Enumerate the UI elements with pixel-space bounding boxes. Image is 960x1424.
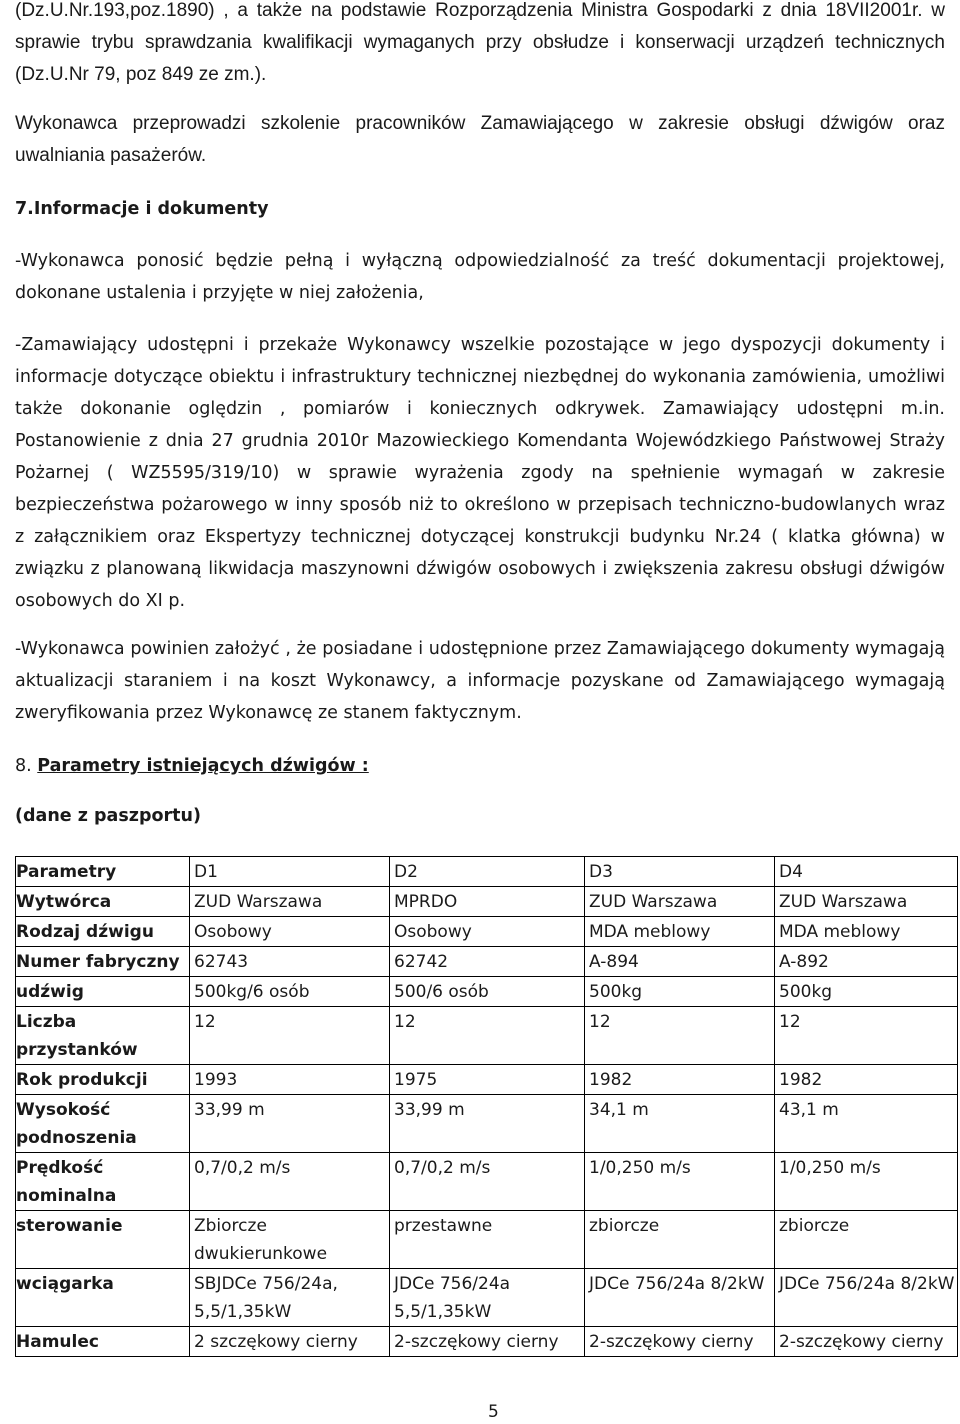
header-cell: Parametry [16, 857, 190, 887]
parameter-value-cell: MPRDO [390, 887, 585, 917]
parameter-value-cell: 2-szczękowy cierny [775, 1327, 958, 1357]
parameter-value-cell: SBJDCe 756/24a, 5,5/1,35kW [190, 1269, 390, 1327]
section-subtitle: (dane z paszportu) [15, 806, 201, 826]
parameter-name-cell: Wytwórca [16, 887, 190, 917]
parameter-name-cell: Prędkość nominalna [16, 1153, 190, 1211]
section-heading-7: 7.Informacje i dokumenty [15, 199, 269, 219]
parameter-value-cell: 2-szczękowy cierny [585, 1327, 775, 1357]
table-row [16, 1095, 958, 1153]
parameter-value-cell: 12 [390, 1007, 585, 1065]
parameter-value-cell: 500kg [585, 977, 775, 1007]
parameter-value-cell: MDA meblowy [585, 917, 775, 947]
parameter-value-cell: ZUD Warszawa [585, 887, 775, 917]
header-cell: D1 [190, 857, 390, 887]
parameter-name-cell: Rok produkcji [16, 1065, 190, 1095]
header-cell: D2 [390, 857, 585, 887]
parameter-value-cell: Zbiorcze dwukierunkowe [190, 1211, 390, 1269]
parameter-name-cell: Wysokość podnoszenia [16, 1095, 190, 1153]
table-row [16, 947, 958, 977]
table-row [16, 917, 958, 947]
parameter-value-cell: JDCe 756/24a 8/2kW [775, 1269, 958, 1327]
table-row [16, 887, 958, 917]
parameter-value-cell: Osobowy [190, 917, 390, 947]
parameter-value-cell: ZUD Warszawa [190, 887, 390, 917]
parameter-value-cell: 1/0,250 m/s [775, 1153, 958, 1211]
paragraph-verification: -Wykonawca powinien założyć , że posiadane i udostępnione przez Zamawiającego dokumenty wymagają aktualizacji staraniem i na koszt Wykonawcy, a informacje pozyskane od Zamawiającego wymagają zweryfikowania przez Wykonawcę ze stanem faktycznym. [15, 639, 945, 723]
header-cell: D4 [775, 857, 958, 887]
parameter-value-cell: 2-szczękowy cierny [390, 1327, 585, 1357]
parameter-value-cell: 62742 [390, 947, 585, 977]
parameter-name-cell: Liczba przystanków [16, 1007, 190, 1065]
parameter-value-cell: 0,7/0,2 m/s [190, 1153, 390, 1211]
parameter-name-cell: Rodzaj dźwigu [16, 917, 190, 947]
parameter-value-cell: A-894 [585, 947, 775, 977]
parameter-value-cell: 12 [190, 1007, 390, 1065]
parameter-value-cell: Osobowy [390, 917, 585, 947]
parameter-value-cell: 2 szczękowy cierny [190, 1327, 390, 1357]
parameter-value-cell: 500kg/6 osób [190, 977, 390, 1007]
parameter-value-cell: przestawne [390, 1211, 585, 1269]
parameter-value-cell: 62743 [190, 947, 390, 977]
parameter-value-cell: 500/6 osób [390, 977, 585, 1007]
parameter-value-cell: zbiorcze [775, 1211, 958, 1269]
parameter-value-cell: JDCe 756/24a 5,5/1,35kW [390, 1269, 585, 1327]
parameter-value-cell: 34,1 m [585, 1095, 775, 1153]
parameter-value-cell: 1/0,250 m/s [585, 1153, 775, 1211]
parameter-value-cell: MDA meblowy [775, 917, 958, 947]
table-row [16, 977, 958, 1007]
page-number: 5 [488, 1402, 499, 1422]
section-title: Parametry istniejących dźwigów : [37, 756, 369, 776]
paragraph-regulation: (Dz.U.Nr.193,poz.1890) , a także na podstawie Rozporządzenia Ministra Gospodarki z dnia 18VII2001r. w sprawie trybu sprawdzania kwalifikacji wymaganych przy obsłudze i konserwacji urządzeń technicznych (Dz.U.Nr 79, poz 849 ze zm.). [15, 0, 945, 85]
parameter-value-cell: 1982 [585, 1065, 775, 1095]
header-cell: D3 [585, 857, 775, 887]
elevator-parameters-table [15, 856, 958, 1357]
parameter-value-cell: 12 [775, 1007, 958, 1065]
parameter-value-cell: 500kg [775, 977, 958, 1007]
parameter-value-cell: 43,1 m [775, 1095, 958, 1153]
parameter-name-cell: sterowanie [16, 1211, 190, 1269]
parameter-value-cell: 12 [585, 1007, 775, 1065]
parameter-value-cell: 0,7/0,2 m/s [390, 1153, 585, 1211]
parameter-value-cell: ZUD Warszawa [775, 887, 958, 917]
table-header-row [16, 857, 958, 887]
parameter-value-cell: A-892 [775, 947, 958, 977]
table-row [16, 1153, 958, 1211]
paragraph-training: Wykonawca przeprowadzi szkolenie pracowników Zamawiającego w zakresie obsługi dźwigów oraz uwalniania pasażerów. [15, 113, 945, 166]
parameter-value-cell: 1975 [390, 1065, 585, 1095]
section-heading-8 [15, 750, 369, 782]
section-number: 8. [15, 756, 38, 776]
parameter-name-cell: Hamulec [16, 1327, 190, 1357]
parameter-name-cell: udźwig [16, 977, 190, 1007]
table-row [16, 1269, 958, 1327]
paragraph-responsibility: -Wykonawca ponosić będzie pełną i wyłączną odpowiedzialność za treść dokumentacji projektowej, dokonane ustalenia i przyjęte w niej założenia, [15, 251, 945, 303]
parameter-value-cell: zbiorcze [585, 1211, 775, 1269]
parameter-value-cell: 1982 [775, 1065, 958, 1095]
table-row [16, 1065, 958, 1095]
parameter-value-cell: 1993 [190, 1065, 390, 1095]
parameter-name-cell: wciągarka [16, 1269, 190, 1327]
parameter-name-cell: Numer fabryczny [16, 947, 190, 977]
parameter-value-cell: JDCe 756/24a 8/2kW [585, 1269, 775, 1327]
table-row [16, 1211, 958, 1269]
parameter-value-cell: 33,99 m [190, 1095, 390, 1153]
parameter-value-cell: 33,99 m [390, 1095, 585, 1153]
table-row [16, 1007, 958, 1065]
paragraph-documents: -Zamawiający udostępni i przekaże Wykonawcy wszelkie pozostające w jego dyspozycji dokumenty i informacje dotyczące obiektu i infrastruktury technicznej niezbędnej do wykonania zamówienia, umożliwi także dokonanie oględzin , pomiarów i koniecznych odkrywek. Zamawiający udostępni m.in. Postanowienie z dnia 27 grudnia 2010r Mazowieckiego Komendanta Wojewódzkiego Państwowej Straży Pożarnej ( WZ5595/319/10) w sprawie wyrażenia zgody na spełnienie wymagań w zakresie bezpieczeństwa pożarowego w inny sposób niż to określono w przepisach techniczno-budowlanych wraz z załącznikiem oraz Ekspertyzy technicznej dotyczącej konstrukcji budynku Nr.24 ( klatka główna) w związku z planowaną likwidacja maszynowni dźwigów osobowych i zwiększenia zakresu obsługi dźwigów osobowych do XI p. [15, 335, 945, 611]
table-row [16, 1327, 958, 1357]
